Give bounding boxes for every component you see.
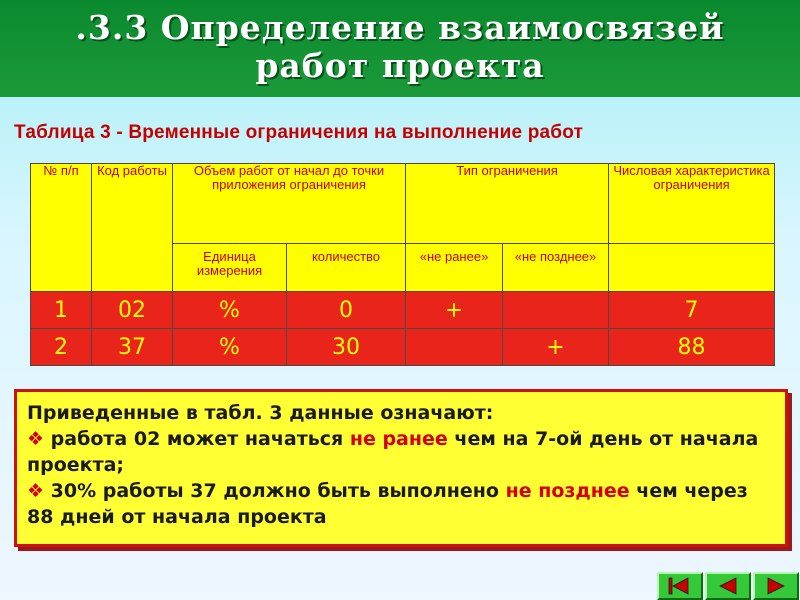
header-num: № п/п — [31, 164, 92, 292]
explanation-text: 30% работы 37 должно быть выполнено — [44, 480, 506, 502]
slide-header — [0, 0, 800, 97]
explanation-text: чем через 88 дней от начала проекта — [27, 480, 748, 528]
slide-navigation — [657, 572, 800, 600]
cell-not-later: + — [503, 329, 609, 366]
prev-slide-button[interactable] — [705, 572, 751, 600]
slide-title — [75, 9, 724, 85]
table-caption: Таблица 3 - Временные ограничения на выполнение работ — [14, 122, 584, 143]
cell-value: 88 — [609, 329, 775, 366]
header-not-later: «не позднее» — [503, 244, 609, 292]
header-code: Код работы — [92, 164, 173, 292]
explanation-item — [27, 478, 775, 530]
constraints-table — [30, 163, 775, 366]
header-unit: Единица измерения — [173, 244, 287, 292]
header-quantity: количество — [287, 244, 406, 292]
cell-unit: % — [173, 292, 287, 329]
header-not-earlier: «не ранее» — [406, 244, 503, 292]
first-icon — [666, 576, 694, 596]
slide-title-line1: .3.3 Определение взаимосвязей — [75, 7, 725, 47]
cell-value: 7 — [609, 292, 775, 329]
table-row — [31, 329, 775, 366]
first-slide-button[interactable] — [657, 572, 703, 600]
header-volume: Объем работ от начал до точки приложения ограничения — [173, 164, 406, 244]
cell-quantity: 0 — [287, 292, 406, 329]
next-icon — [762, 576, 790, 596]
cell-num: 1 — [31, 292, 92, 329]
diamond-bullet-icon: ❖ — [27, 428, 45, 450]
next-slide-button[interactable] — [753, 572, 799, 600]
cell-not-earlier: + — [406, 292, 503, 329]
explanation-text: работа 02 может начаться — [44, 428, 350, 450]
diamond-bullet-icon: ❖ — [27, 480, 45, 502]
explanation-highlight: не ранее — [349, 428, 448, 450]
table-header-row — [31, 164, 775, 244]
cell-not-later — [503, 292, 609, 329]
prev-icon — [714, 576, 742, 596]
table-row — [31, 292, 775, 329]
cell-code: 02 — [92, 292, 173, 329]
cell-not-earlier — [406, 329, 503, 366]
explanation-box — [14, 389, 788, 547]
header-type: Тип ограничения — [406, 164, 609, 244]
slide-title-line2: работ проекта — [255, 45, 545, 85]
header-numeric: Числовая характеристика ограничения — [609, 164, 775, 244]
explanation-intro: Приведенные в табл. 3 данные означают: — [27, 402, 494, 424]
cell-code: 37 — [92, 329, 173, 366]
cell-unit: % — [173, 329, 287, 366]
explanation-item — [27, 426, 775, 478]
explanation-text: чем на 7-ой день от начала проекта; — [27, 428, 759, 476]
cell-num: 2 — [31, 329, 92, 366]
cell-quantity: 30 — [287, 329, 406, 366]
header-empty — [609, 244, 775, 292]
explanation-highlight: не позднее — [505, 480, 630, 502]
